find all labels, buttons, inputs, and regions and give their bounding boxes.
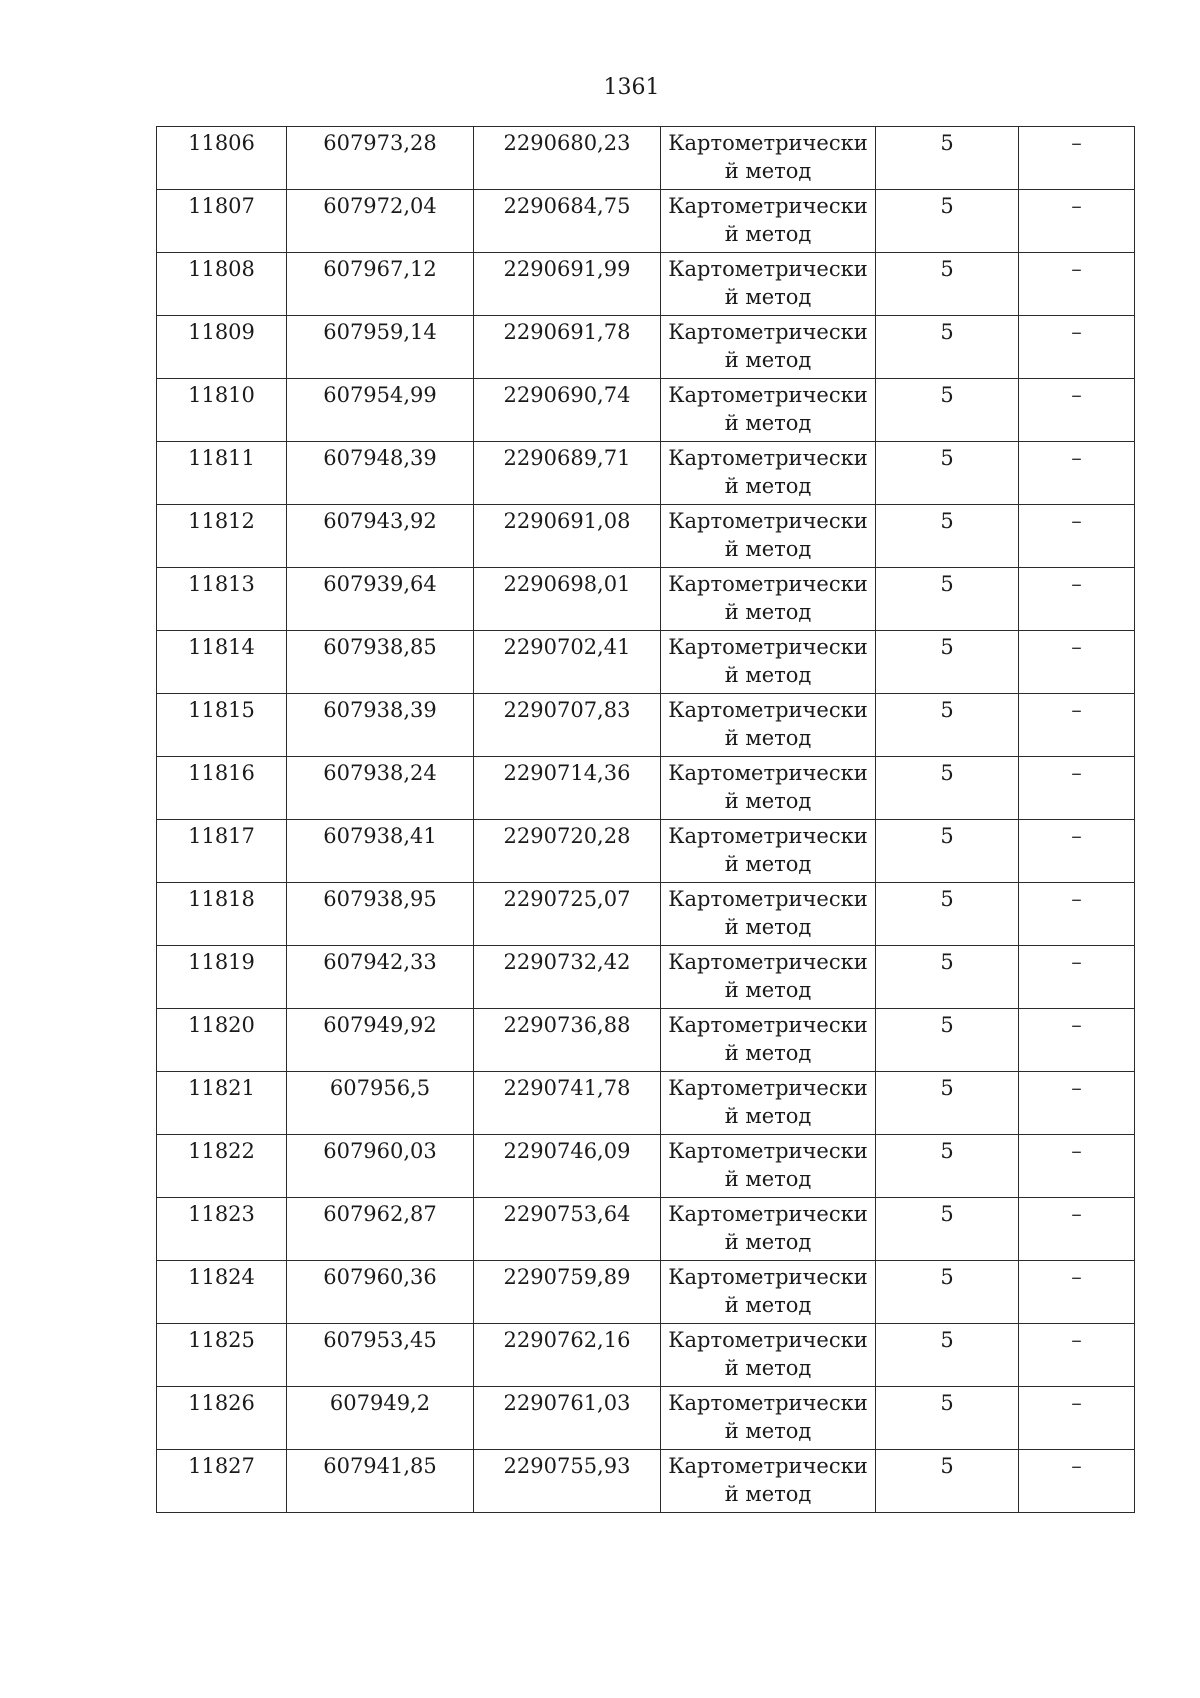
x-coordinate-cell: 607939,64: [287, 568, 474, 631]
y-coordinate-cell: 2290741,78: [474, 1072, 661, 1135]
method-cell: Картометрический метод: [661, 631, 876, 694]
accuracy-cell: 5: [876, 694, 1019, 757]
x-coordinate-cell: 607954,99: [287, 379, 474, 442]
method-cell: Картометрический метод: [661, 379, 876, 442]
point-number-cell: 11823: [157, 1198, 287, 1261]
accuracy-cell: 5: [876, 1198, 1019, 1261]
table-row: [157, 883, 1135, 946]
description-cell: –: [1019, 568, 1135, 631]
y-coordinate-cell: 2290691,99: [474, 253, 661, 316]
accuracy-cell: 5: [876, 127, 1019, 190]
table-row: [157, 379, 1135, 442]
accuracy-cell: 5: [876, 1450, 1019, 1513]
description-cell: –: [1019, 883, 1135, 946]
table-row: [157, 568, 1135, 631]
x-coordinate-cell: 607938,41: [287, 820, 474, 883]
point-number-cell: 11819: [157, 946, 287, 1009]
y-coordinate-cell: 2290690,74: [474, 379, 661, 442]
table-body: [157, 127, 1135, 1513]
table-row: [157, 1135, 1135, 1198]
description-cell: –: [1019, 1387, 1135, 1450]
x-coordinate-cell: 607960,36: [287, 1261, 474, 1324]
x-coordinate-cell: 607960,03: [287, 1135, 474, 1198]
method-cell: Картометрический метод: [661, 1198, 876, 1261]
y-coordinate-cell: 2290725,07: [474, 883, 661, 946]
description-cell: –: [1019, 757, 1135, 820]
table-row: [157, 316, 1135, 379]
table-row: [157, 820, 1135, 883]
point-number-cell: 11814: [157, 631, 287, 694]
table-row: [157, 442, 1135, 505]
table-row: [157, 1261, 1135, 1324]
accuracy-cell: 5: [876, 946, 1019, 1009]
x-coordinate-cell: 607972,04: [287, 190, 474, 253]
y-coordinate-cell: 2290753,64: [474, 1198, 661, 1261]
description-cell: –: [1019, 1135, 1135, 1198]
description-cell: –: [1019, 1198, 1135, 1261]
point-number-cell: 11809: [157, 316, 287, 379]
point-number-cell: 11810: [157, 379, 287, 442]
x-coordinate-cell: 607938,85: [287, 631, 474, 694]
accuracy-cell: 5: [876, 505, 1019, 568]
accuracy-cell: 5: [876, 1009, 1019, 1072]
point-number-cell: 11825: [157, 1324, 287, 1387]
method-cell: Картометрический метод: [661, 1135, 876, 1198]
x-coordinate-cell: 607938,95: [287, 883, 474, 946]
accuracy-cell: 5: [876, 316, 1019, 379]
accuracy-cell: 5: [876, 379, 1019, 442]
accuracy-cell: 5: [876, 757, 1019, 820]
method-cell: Картометрический метод: [661, 757, 876, 820]
method-cell: Картометрический метод: [661, 316, 876, 379]
x-coordinate-cell: 607948,39: [287, 442, 474, 505]
table-row: [157, 190, 1135, 253]
description-cell: –: [1019, 379, 1135, 442]
method-cell: Картометрический метод: [661, 190, 876, 253]
x-coordinate-cell: 607938,24: [287, 757, 474, 820]
accuracy-cell: 5: [876, 883, 1019, 946]
point-number-cell: 11812: [157, 505, 287, 568]
y-coordinate-cell: 2290702,41: [474, 631, 661, 694]
point-number-cell: 11827: [157, 1450, 287, 1513]
table-row: [157, 253, 1135, 316]
table-row: [157, 127, 1135, 190]
y-coordinate-cell: 2290736,88: [474, 1009, 661, 1072]
table-row: [157, 946, 1135, 1009]
point-number-cell: 11826: [157, 1387, 287, 1450]
accuracy-cell: 5: [876, 1261, 1019, 1324]
y-coordinate-cell: 2290720,28: [474, 820, 661, 883]
description-cell: –: [1019, 127, 1135, 190]
description-cell: –: [1019, 316, 1135, 379]
x-coordinate-cell: 607949,92: [287, 1009, 474, 1072]
accuracy-cell: 5: [876, 820, 1019, 883]
y-coordinate-cell: 2290680,23: [474, 127, 661, 190]
method-cell: Картометрический метод: [661, 1072, 876, 1135]
description-cell: –: [1019, 1072, 1135, 1135]
y-coordinate-cell: 2290707,83: [474, 694, 661, 757]
point-number-cell: 11813: [157, 568, 287, 631]
point-number-cell: 11824: [157, 1261, 287, 1324]
x-coordinate-cell: 607941,85: [287, 1450, 474, 1513]
point-number-cell: 11820: [157, 1009, 287, 1072]
method-cell: Картометрический метод: [661, 694, 876, 757]
page-number: 1361: [603, 75, 660, 100]
y-coordinate-cell: 2290762,16: [474, 1324, 661, 1387]
y-coordinate-cell: 2290714,36: [474, 757, 661, 820]
x-coordinate-cell: 607962,87: [287, 1198, 474, 1261]
description-cell: –: [1019, 694, 1135, 757]
description-cell: –: [1019, 442, 1135, 505]
point-number-cell: 11808: [157, 253, 287, 316]
method-cell: Картометрический метод: [661, 1387, 876, 1450]
description-cell: –: [1019, 253, 1135, 316]
x-coordinate-cell: 607956,5: [287, 1072, 474, 1135]
accuracy-cell: 5: [876, 568, 1019, 631]
table-row: [157, 1387, 1135, 1450]
method-cell: Картометрический метод: [661, 253, 876, 316]
point-number-cell: 11807: [157, 190, 287, 253]
accuracy-cell: 5: [876, 442, 1019, 505]
x-coordinate-cell: 607967,12: [287, 253, 474, 316]
method-cell: Картометрический метод: [661, 1009, 876, 1072]
accuracy-cell: 5: [876, 1072, 1019, 1135]
method-cell: Картометрический метод: [661, 820, 876, 883]
method-cell: Картометрический метод: [661, 1450, 876, 1513]
table-row: [157, 694, 1135, 757]
table-row: [157, 1072, 1135, 1135]
x-coordinate-cell: 607942,33: [287, 946, 474, 1009]
y-coordinate-cell: 2290732,42: [474, 946, 661, 1009]
description-cell: –: [1019, 631, 1135, 694]
accuracy-cell: 5: [876, 1135, 1019, 1198]
method-cell: Картометрический метод: [661, 946, 876, 1009]
point-number-cell: 11822: [157, 1135, 287, 1198]
description-cell: –: [1019, 1009, 1135, 1072]
y-coordinate-cell: 2290755,93: [474, 1450, 661, 1513]
accuracy-cell: 5: [876, 190, 1019, 253]
method-cell: Картометрический метод: [661, 505, 876, 568]
point-number-cell: 11816: [157, 757, 287, 820]
method-cell: Картометрический метод: [661, 127, 876, 190]
method-cell: Картометрический метод: [661, 1324, 876, 1387]
x-coordinate-cell: 607973,28: [287, 127, 474, 190]
table-row: [157, 1450, 1135, 1513]
table-row: [157, 631, 1135, 694]
x-coordinate-cell: 607959,14: [287, 316, 474, 379]
y-coordinate-cell: 2290759,89: [474, 1261, 661, 1324]
method-cell: Картометрический метод: [661, 568, 876, 631]
table-row: [157, 1198, 1135, 1261]
method-cell: Картометрический метод: [661, 1261, 876, 1324]
table-row: [157, 1009, 1135, 1072]
point-number-cell: 11821: [157, 1072, 287, 1135]
x-coordinate-cell: 607938,39: [287, 694, 474, 757]
description-cell: –: [1019, 820, 1135, 883]
table-row: [157, 505, 1135, 568]
description-cell: –: [1019, 190, 1135, 253]
table-row: [157, 1324, 1135, 1387]
point-number-cell: 11815: [157, 694, 287, 757]
y-coordinate-cell: 2290684,75: [474, 190, 661, 253]
method-cell: Картометрический метод: [661, 883, 876, 946]
y-coordinate-cell: 2290698,01: [474, 568, 661, 631]
method-cell: Картометрический метод: [661, 442, 876, 505]
description-cell: –: [1019, 946, 1135, 1009]
accuracy-cell: 5: [876, 253, 1019, 316]
accuracy-cell: 5: [876, 631, 1019, 694]
table-row: [157, 757, 1135, 820]
point-number-cell: 11817: [157, 820, 287, 883]
accuracy-cell: 5: [876, 1387, 1019, 1450]
y-coordinate-cell: 2290761,03: [474, 1387, 661, 1450]
description-cell: –: [1019, 505, 1135, 568]
description-cell: –: [1019, 1450, 1135, 1513]
point-number-cell: 11811: [157, 442, 287, 505]
y-coordinate-cell: 2290691,08: [474, 505, 661, 568]
x-coordinate-cell: 607949,2: [287, 1387, 474, 1450]
y-coordinate-cell: 2290691,78: [474, 316, 661, 379]
accuracy-cell: 5: [876, 1324, 1019, 1387]
x-coordinate-cell: 607953,45: [287, 1324, 474, 1387]
y-coordinate-cell: 2290689,71: [474, 442, 661, 505]
y-coordinate-cell: 2290746,09: [474, 1135, 661, 1198]
description-cell: –: [1019, 1324, 1135, 1387]
point-number-cell: 11806: [157, 127, 287, 190]
point-number-cell: 11818: [157, 883, 287, 946]
x-coordinate-cell: 607943,92: [287, 505, 474, 568]
description-cell: –: [1019, 1261, 1135, 1324]
coordinates-table: [156, 126, 1135, 1513]
